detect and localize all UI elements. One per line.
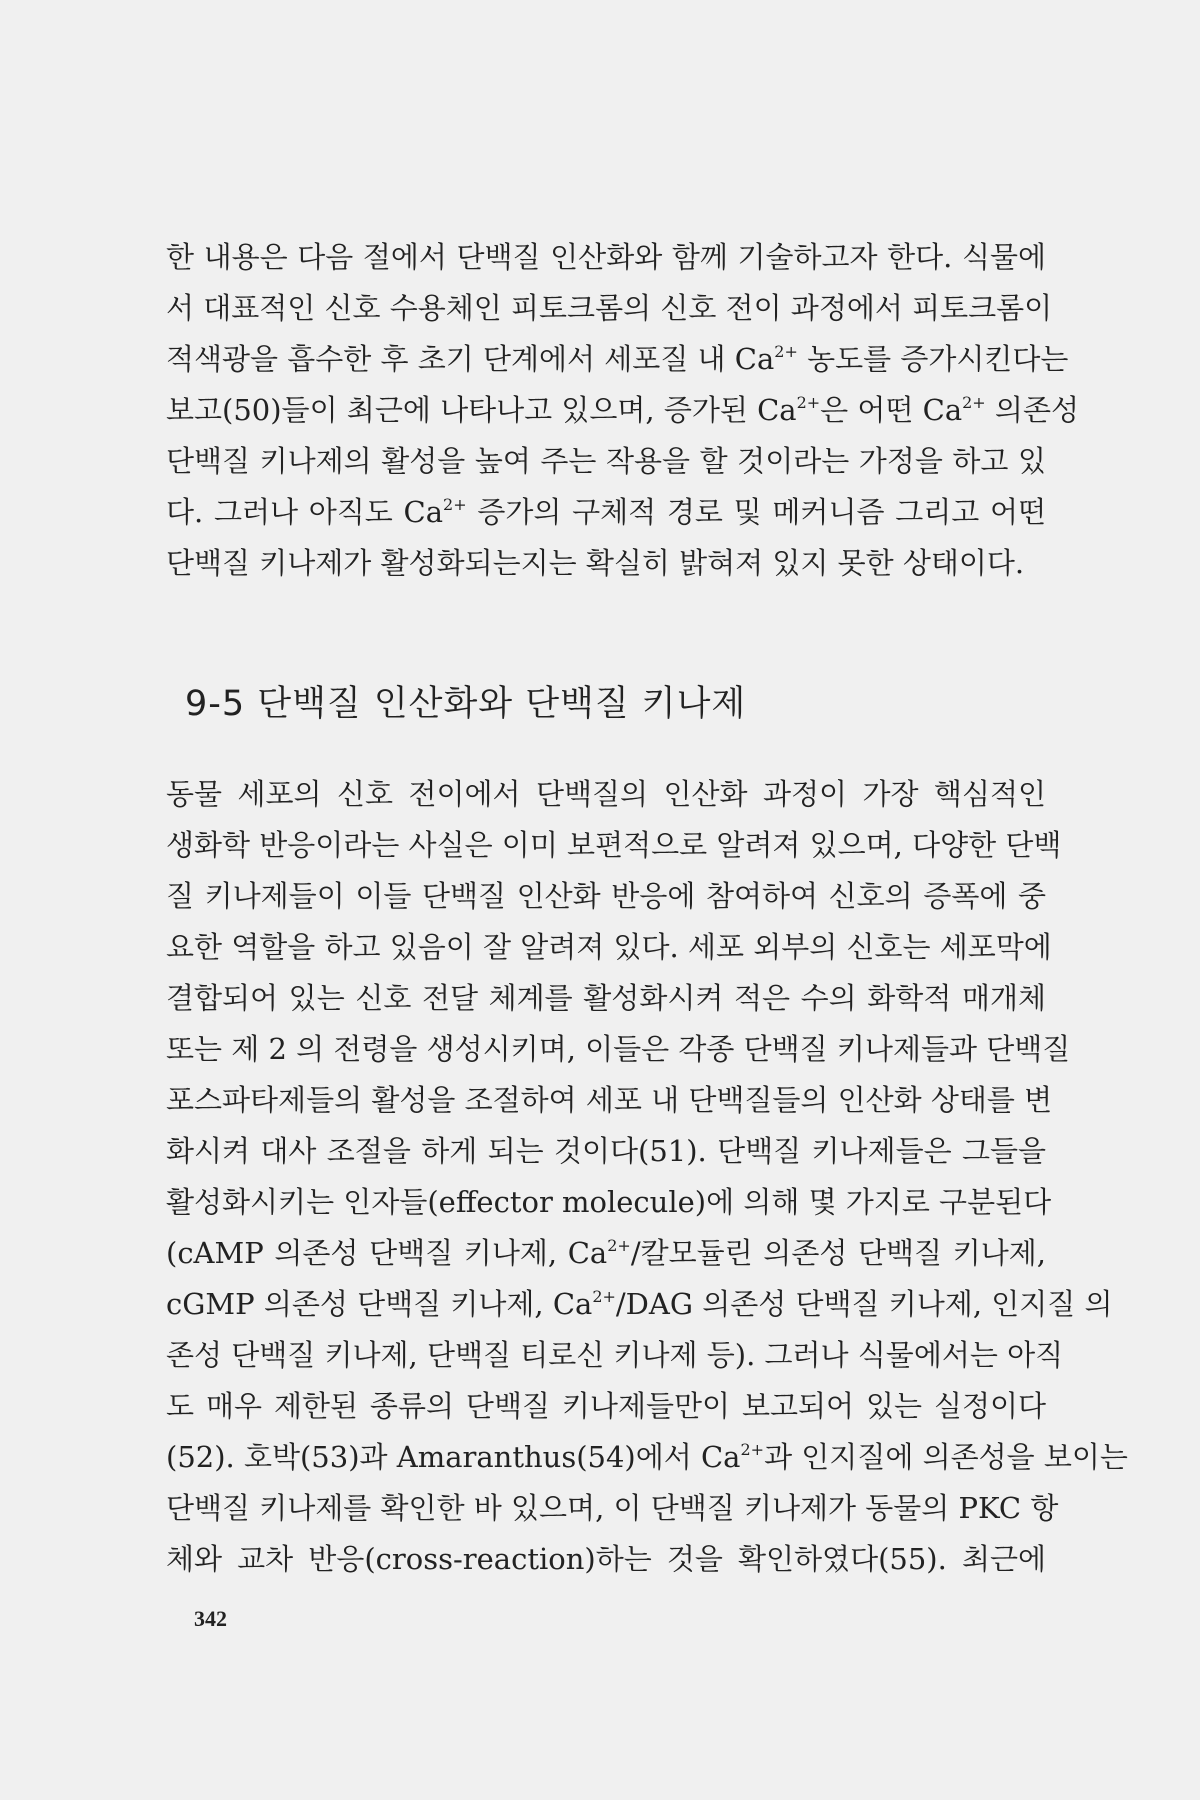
superscript: 2+ bbox=[740, 1440, 765, 1459]
text-line bbox=[166, 334, 1069, 385]
text-line: 단백질 키나제의 활성을 높여 주는 작용을 할 것이라는 가정을 하고 있 bbox=[166, 444, 1046, 478]
text-line: 생화학 반응이라는 사실은 이미 보편적으로 알려져 있으며, 다양한 단백 bbox=[166, 828, 1062, 862]
text-line: 단백질 키나제를 확인한 바 있으며, 이 단백질 키나제가 동물의 PKC 항 bbox=[166, 1491, 1059, 1525]
superscript: 2+ bbox=[774, 342, 798, 361]
superscript: 2+ bbox=[592, 1287, 616, 1306]
text-line: 단백질 키나제가 활성화되는지는 확실히 밝혀져 있지 못한 상태이다. bbox=[166, 546, 1025, 580]
text-line: 도 매우 제한된 종류의 단백질 키나제들만이 보고되어 있는 실정이다 bbox=[166, 1389, 1046, 1423]
text-line bbox=[166, 1279, 1113, 1330]
text-segment: 농도를 증가시킨다는 bbox=[797, 342, 1069, 376]
text-line: 화시켜 대사 조절을 하게 되는 것이다(51). 단백질 키나제들은 그들을 bbox=[166, 1134, 1046, 1168]
text-segment: 은 어떤 Ca bbox=[820, 393, 963, 427]
superscript: 2+ bbox=[607, 1236, 631, 1255]
page-number: 342 bbox=[194, 1606, 227, 1631]
text-line: 또는 제 2 의 전령을 생성시키며, 이들은 각종 단백질 키나제들과 단백질 bbox=[166, 1032, 1071, 1066]
superscript: 2+ bbox=[796, 393, 821, 412]
text-line: 서 대표적인 신호 수용체인 피토크롬의 신호 전이 과정에서 피토크롬이 bbox=[166, 291, 1053, 325]
text-line: 질 키나제들이 이들 단백질 인산화 반응에 참여하여 신호의 증폭에 중 bbox=[166, 879, 1046, 913]
text-segment: /DAG 의존성 단백질 키나제, 인지질 의 bbox=[615, 1287, 1113, 1321]
text-line: 한 내용은 다음 절에서 단백질 인산화와 함께 기술하고자 한다. 식물에 bbox=[166, 240, 1046, 274]
text-segment: 증가의 구체적 경로 및 메커니즘 그리고 어떤 bbox=[466, 495, 1047, 529]
text-line bbox=[166, 1228, 1046, 1279]
text-segment: (52). 호박(53)과 Amaranthus(54)에서 Ca bbox=[166, 1440, 741, 1474]
text-segment: cGMP 의존성 단백질 키나제, Ca bbox=[166, 1287, 593, 1321]
superscript: 2+ bbox=[443, 495, 467, 514]
text-segment: (cAMP 의존성 단백질 키나제, Ca bbox=[166, 1236, 608, 1270]
text-segment: 과 인지질에 의존성을 보이는 bbox=[764, 1440, 1128, 1474]
text-segment: 다. 그러나 아직도 Ca bbox=[166, 495, 444, 529]
superscript: 2+ bbox=[962, 393, 986, 412]
text-segment: 보고(50)들이 최근에 나타나고 있으며, 증가된 Ca bbox=[166, 393, 797, 427]
text-line: 결합되어 있는 신호 전달 체계를 활성화시켜 적은 수의 화학적 매개체 bbox=[166, 981, 1046, 1015]
section-heading: 9-5 단백질 인산화와 단백질 키나제 bbox=[185, 684, 747, 724]
text-line: 포스파타제들의 활성을 조절하여 세포 내 단백질들의 인산화 상태를 변 bbox=[166, 1083, 1053, 1117]
text-line: 동물 세포의 신호 전이에서 단백질의 인산화 과정이 가장 핵심적인 bbox=[166, 777, 1046, 811]
text-line bbox=[166, 385, 1079, 436]
text-line: 요한 역할을 하고 있음이 잘 알려져 있다. 세포 외부의 신호는 세포막에 bbox=[166, 930, 1052, 964]
text-line bbox=[166, 1432, 1128, 1483]
text-line bbox=[166, 487, 1046, 538]
text-segment: 의존성 bbox=[985, 393, 1079, 427]
text-segment: 적색광을 흡수한 후 초기 단계에서 세포질 내 Ca bbox=[166, 342, 775, 376]
text-line: 활성화시키는 인자들(effector molecule)에 의해 몇 가지로 구분된다 bbox=[166, 1185, 1052, 1219]
paragraph-continued bbox=[166, 232, 1079, 589]
text-segment: /칼모듈린 의존성 단백질 키나제, bbox=[630, 1236, 1046, 1270]
text-line: 존성 단백질 키나제, 단백질 티로신 키나제 등). 그러나 식물에서는 아직 bbox=[166, 1338, 1064, 1372]
paragraph-protein-kinase bbox=[166, 769, 1128, 1585]
text-line: 체와 교차 반응(cross-reaction)하는 것을 확인하였다(55). 최근에 bbox=[166, 1542, 1046, 1576]
